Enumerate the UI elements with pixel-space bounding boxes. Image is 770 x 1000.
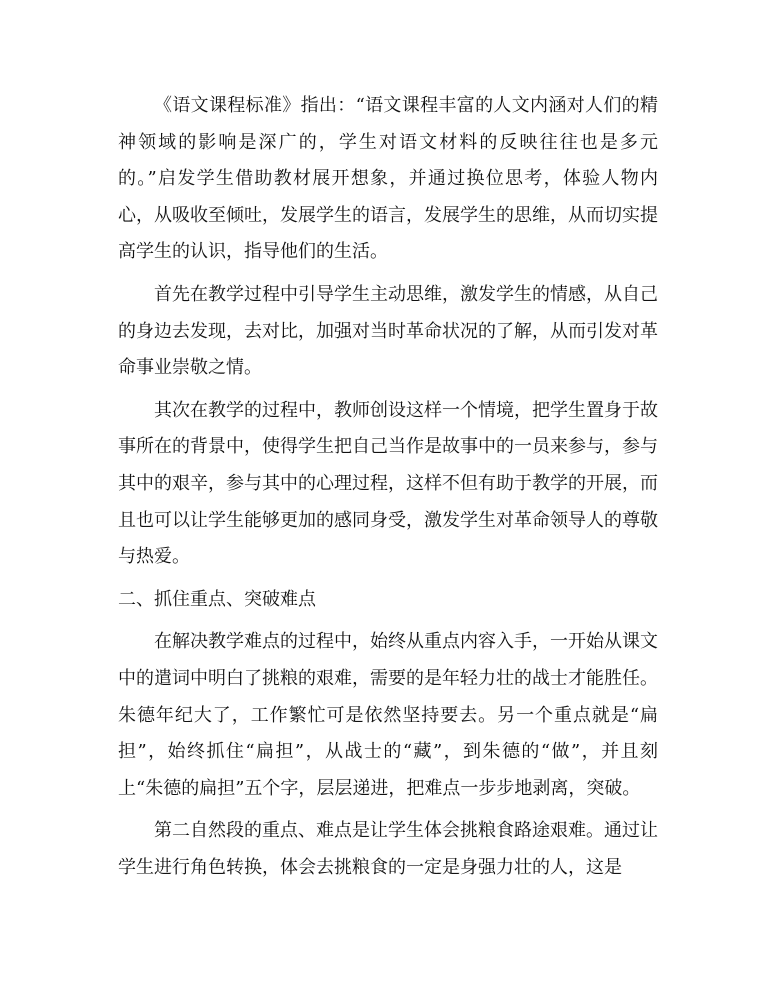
section-heading: 二、抓住重点、突破难点 — [118, 588, 316, 610]
paragraph: 其次在教学的过程中，教师创设这样一个情境，把学生置身于故事所在的背景中，使得学生把自己当作是故事中的一员来参与，参与其中的艰辛，参与其中的心理过程，这样不但有助于教学的开展，而且也可以让学生能够更加的感同身受，激发学生对革命领导人的尊敬与热爱。 — [118, 399, 658, 568]
paragraph: 《语文课程标准》指出：“语文课程丰富的人文内涵对人们的精神领域的影响是深广的，学生对语文材料的反映往往也是多元的。”启发学生借助教材展开想象，并通过换位思考，体验人物内心，从吸收至倾吐，发展学生的语言，发展学生的思维，从而切实提高学生的认识，指导他们的生活。 — [118, 95, 658, 263]
paragraph: 第二自然段的重点、难点是让学生体会挑粮食路途艰难。通过让学生进行角色转换，体会去挑粮食的一定是身强力壮的人，这是 — [118, 820, 658, 878]
paragraph: 在解决教学难点的过程中，始终从重点内容入手，一开始从课文中的遣词中明白了挑粮的艰难，需要的是年轻力壮的战士才能胜任。朱德年纪大了，工作繁忙可是依然坚持要去。另一个重点就是“扁担”，始终抓住“扁担”，从战士的“藏”，到朱德的“做”，并且刻上“朱德的扁担”五个字，层层递进，把难点一步步地剥离，突破。 — [118, 631, 658, 799]
document-page — [118, 88, 658, 892]
paragraph: 首先在教学过程中引导学生主动思维，激发学生的情感，从自己的身边去发现，去对比，加强对当时革命状况的了解，从而引发对革命事业崇敬之情。 — [118, 283, 658, 379]
